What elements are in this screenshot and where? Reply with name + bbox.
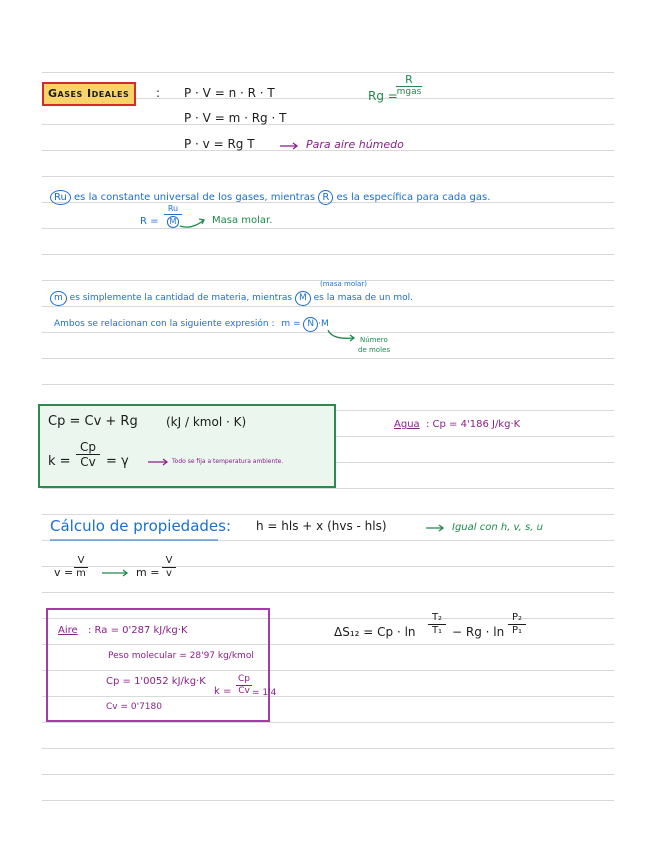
r-denominator: M: [167, 216, 180, 228]
ruled-line: [42, 254, 614, 255]
aire-k-lhs: k =: [214, 686, 232, 697]
entropy-t-numerator: T₂: [431, 612, 443, 623]
k-numerator: Cp: [80, 440, 96, 454]
arrow-icon: [426, 524, 446, 532]
r-numerator: Ru: [167, 204, 179, 213]
ruled-line: [42, 384, 614, 385]
m-fraction: [162, 556, 176, 579]
ruled-line: [42, 592, 614, 593]
ruled-line: [42, 124, 614, 125]
ruled-line: [42, 748, 614, 749]
aire-label: Aire: [58, 625, 78, 636]
aire-k-denominator: Cv: [238, 686, 250, 696]
n-text: es simplemente la cantidad de materia, mientras: [69, 293, 293, 303]
ruled-line: [42, 566, 614, 567]
aire-k-fraction: [236, 675, 252, 696]
ideal-gas-equation-specific: P · v = Rg T: [184, 137, 255, 151]
arrow-icon: [180, 214, 208, 232]
entropy-p-fraction: [508, 613, 526, 636]
relation-rhs: ·M: [318, 319, 329, 329]
relation-n-circle: N: [303, 317, 318, 332]
aire-k-rhs: = 1'4: [252, 688, 277, 698]
arrow-icon: [148, 458, 170, 466]
aire-cp: Cp = 1'0052 kJ/kg·K: [106, 676, 206, 687]
m-text: es la masa de un mol.: [313, 293, 413, 303]
rg-lhs: Rg =: [368, 89, 398, 103]
gases-ideales-title: Gases Ideales: [48, 87, 130, 100]
ruled-line: [42, 228, 614, 229]
numero-moles-line1: Número: [360, 336, 388, 344]
m-lhs: m =: [136, 566, 160, 579]
aire-k-numerator: Cp: [238, 674, 250, 684]
ru-circle: Ru: [50, 190, 71, 205]
k-denominator: Cv: [80, 455, 96, 469]
arrow-icon: [280, 142, 300, 150]
agua-cp: : Cp = 4'186 J/kg·K: [426, 419, 521, 430]
aire-ra: : Ra = 0'287 kJ/kg·K: [88, 625, 188, 636]
ruled-line: [42, 514, 614, 515]
relation-line: [54, 317, 329, 332]
k-fraction: [76, 441, 100, 468]
ruled-line: [42, 774, 614, 775]
ru-line: [50, 190, 490, 205]
igual-note: Igual con h, v, s, u: [452, 522, 543, 533]
m-circle: M: [295, 291, 311, 306]
v-numerator: V: [77, 555, 85, 566]
aire-humedo-note: Para aire húmedo: [306, 138, 404, 151]
rg-denominator: mgas: [396, 87, 422, 97]
arrow-icon: [102, 569, 130, 577]
cp-units: (kJ / kmol · K): [166, 415, 247, 429]
entropy-lhs: ΔS₁₂ = Cp · ln: [334, 625, 416, 639]
aire-cv: Cv = 0'7180: [106, 702, 162, 712]
ruled-line: [42, 358, 614, 359]
entropy-p-denominator: P₁: [511, 625, 523, 636]
m-numerator: V: [165, 555, 173, 566]
k-lhs: k =: [48, 454, 71, 469]
temperatura-note: Todo se fija a temperatura ambiente.: [172, 458, 284, 465]
ideal-gas-equation-molar: P · V = n · R · T: [184, 86, 275, 100]
n-circle: m: [50, 291, 67, 306]
m-denominator: v: [166, 568, 172, 579]
calculo-title: Cálculo de propiedades:: [50, 517, 232, 535]
cp-equation: Cp = Cv + Rg: [48, 414, 138, 429]
relation-text: Ambos se relacionan con la siguiente expresión :: [54, 319, 275, 329]
rg-numerator: R: [405, 73, 413, 86]
title-colon: :: [156, 86, 161, 100]
entropy-mid: − Rg · ln: [452, 625, 505, 639]
k-rhs: = γ: [106, 454, 129, 469]
rg-fraction: [396, 74, 422, 97]
v-denominator: m: [76, 568, 86, 579]
agua-label: Agua: [394, 419, 420, 430]
r-circle: R: [318, 190, 333, 205]
n-line: [50, 291, 413, 306]
ru-text: es la constante universal de los gases, mientras: [74, 192, 316, 203]
ruled-line: [42, 72, 614, 73]
relation-lhs: m =: [281, 319, 301, 329]
calculo-underline: [50, 538, 220, 542]
entropy-t-fraction: [428, 613, 446, 636]
v-lhs: v =: [54, 566, 74, 579]
ruled-line: [42, 488, 614, 489]
v-fraction: [74, 556, 88, 579]
masa-molar-label: Masa molar.: [212, 215, 273, 226]
ruled-line: [42, 800, 614, 801]
ruled-line: [42, 722, 614, 723]
aire-peso-molecular: Peso molecular = 28'97 kg/kmol: [108, 651, 254, 661]
entropy-p-numerator: P₂: [511, 612, 523, 623]
ruled-line: [42, 306, 614, 307]
ruled-line: [42, 176, 614, 177]
r-text: es la específica para cada gas.: [336, 192, 491, 203]
arrow-icon: [326, 330, 358, 344]
masa-molar-note: (masa molar): [320, 280, 367, 288]
numero-moles-line2: de moles: [358, 346, 390, 354]
r-lhs: R =: [140, 216, 159, 227]
enthalpy-equation: h = hls + x (hvs - hls): [256, 519, 387, 533]
ideal-gas-equation-mass: P · V = m · Rg · T: [184, 111, 287, 125]
entropy-t-denominator: T₁: [431, 625, 443, 636]
